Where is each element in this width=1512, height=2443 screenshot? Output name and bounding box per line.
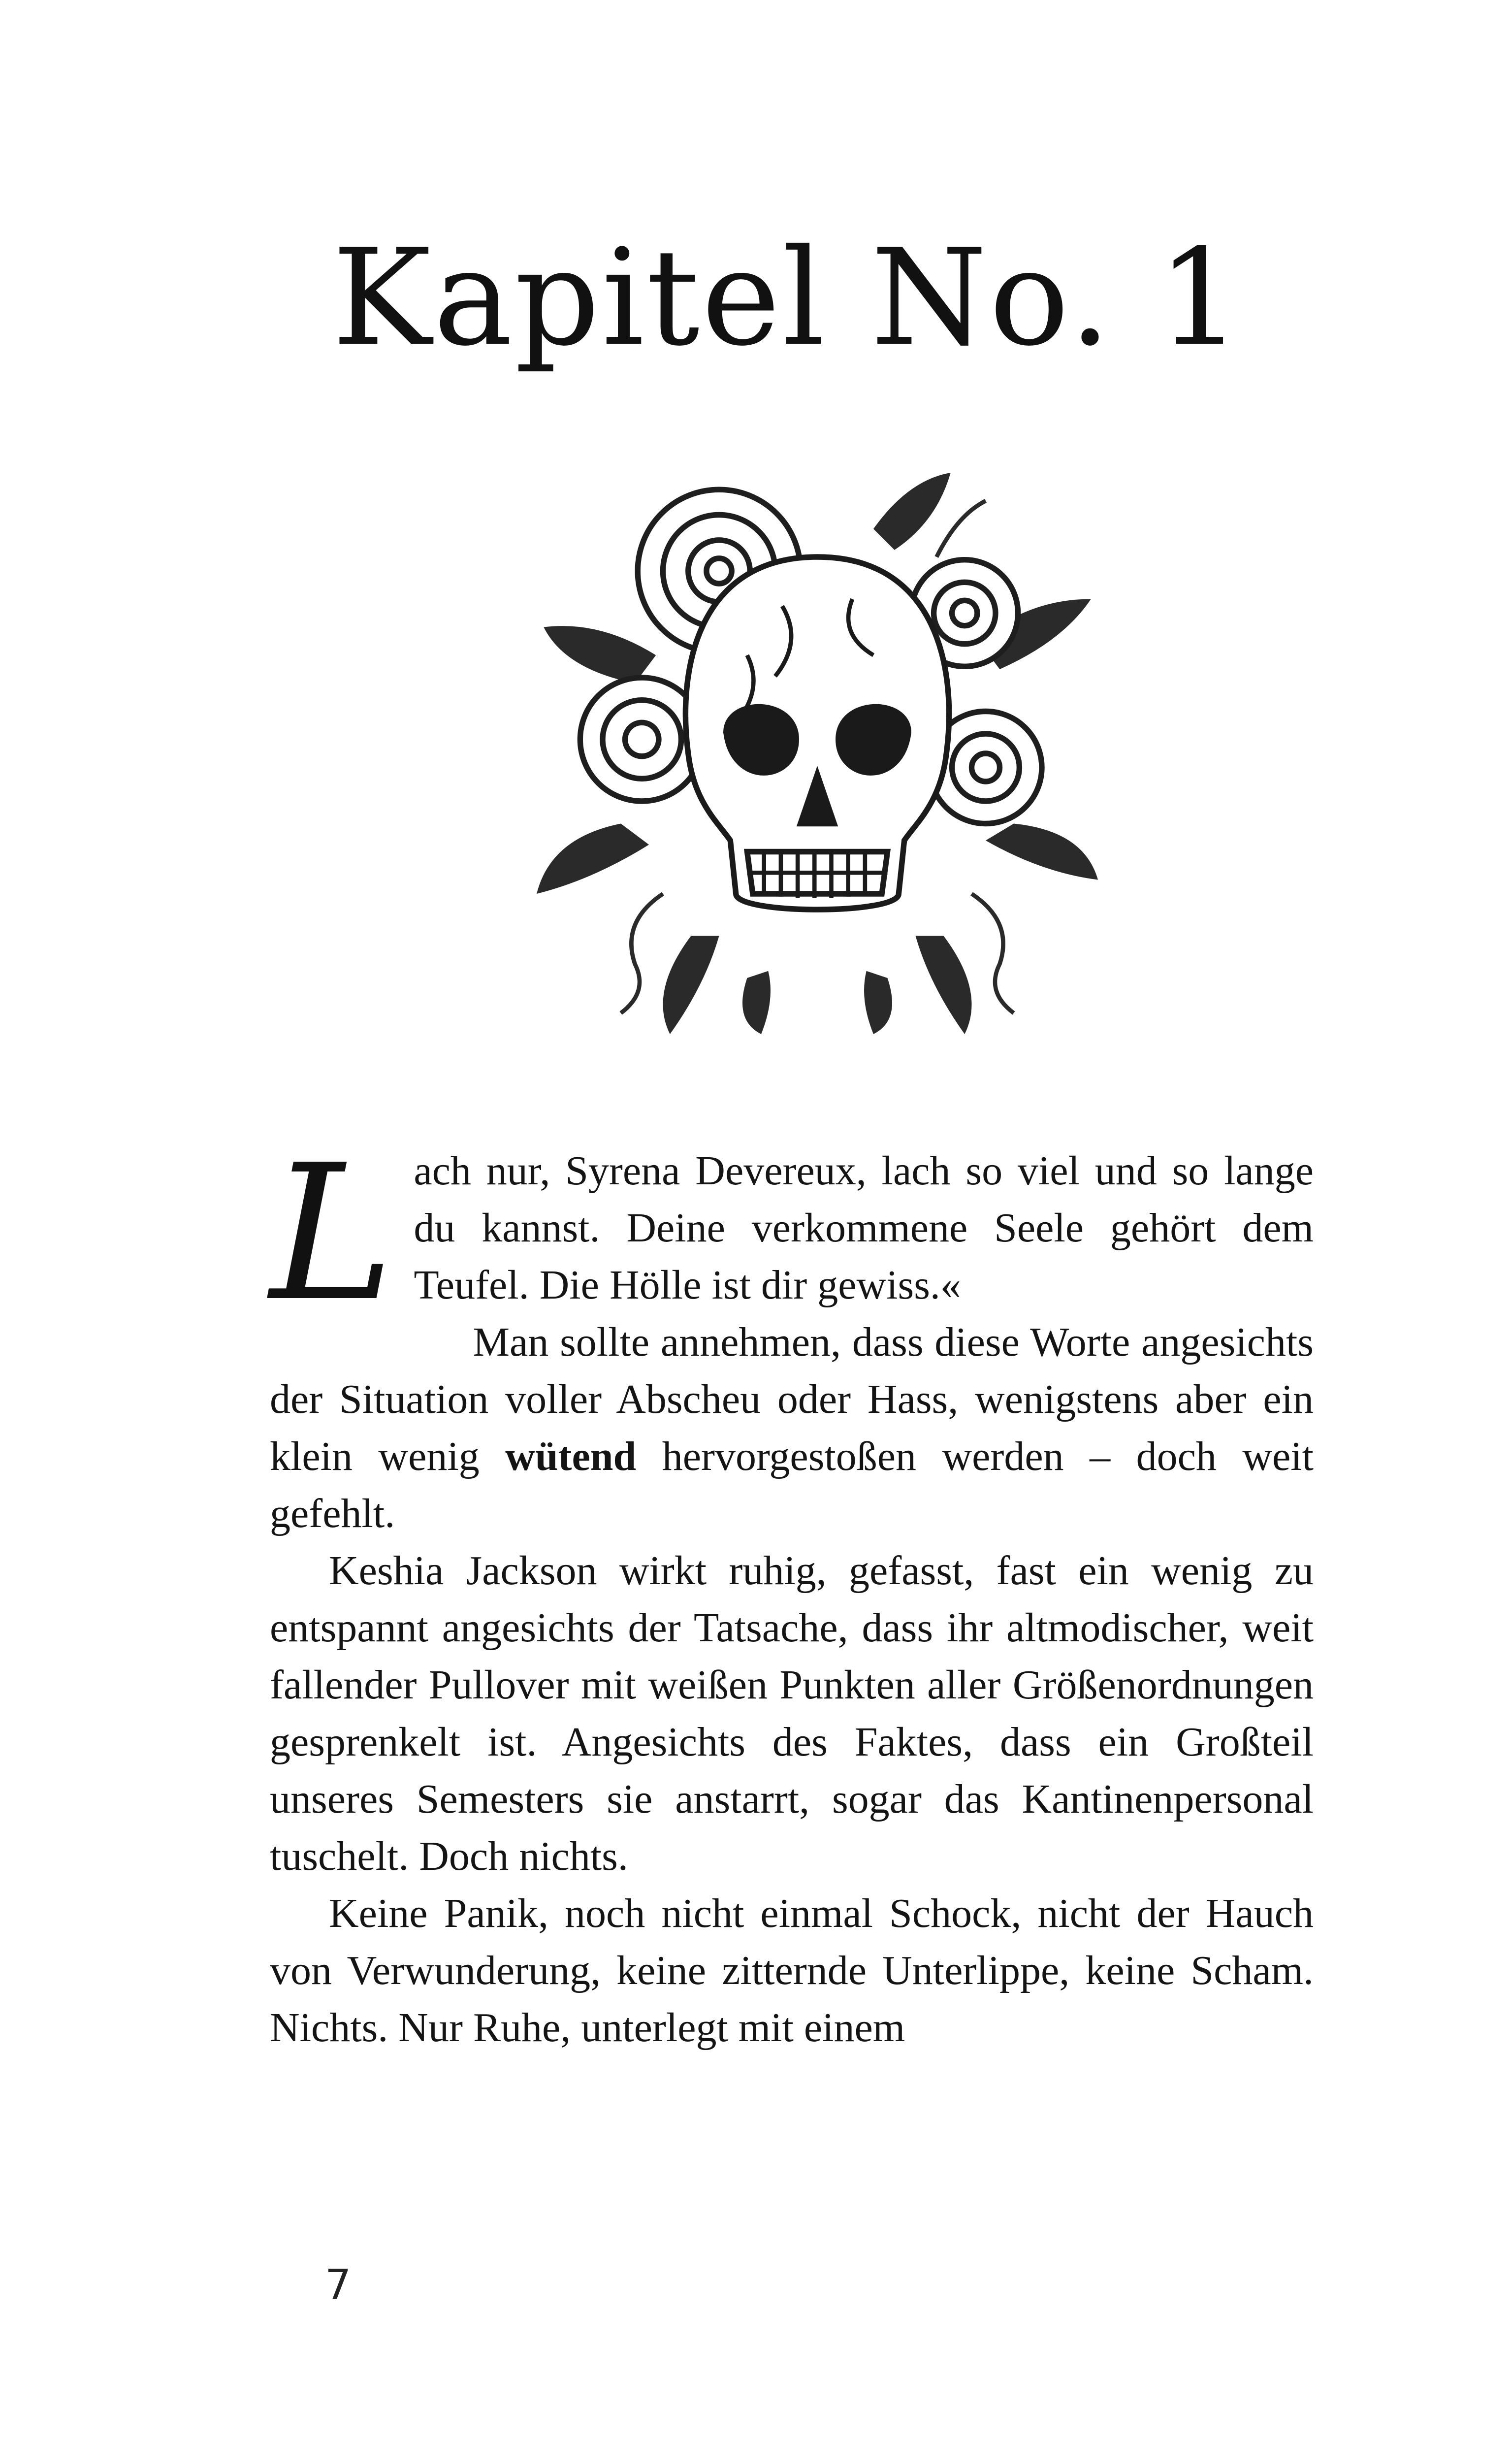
chapter-title: Kapitel No. 1 <box>332 220 1244 375</box>
paragraph-1-text: ach nur, Syrena Devereux, lach so viel und so lange du kannst. Deine verkommene Seele gehört dem Teufel. Die Hölle ist dir gewiss.« <box>414 1148 1314 1308</box>
paragraph-4: Keine Panik, noch nicht einmal Schock, nicht der Hauch von Verwunderung, keine zitternde Unterlippe, keine Scham. Nichts. Nur Ruhe, unterlegt mit einem <box>270 1890 1314 2051</box>
page-number: 7 <box>325 2260 352 2309</box>
paragraph-3: Keshia Jackson wirkt ruhig, gefasst, fast ein wenig zu entspannt angesichts der Tatsache, dass ihr altmodischer, weit fallender Pullover mit weißen Punkten aller Größenordnungen gesprenkelt ist. Angesichts des Faktes, dass ein Großteil unseres Semesters sie anstarrt, sogar das Kantinenpersonal tuschelt. Doch nichts. <box>270 1548 1314 1879</box>
chapter-body <box>270 1124 1314 2056</box>
paragraph-2-text-before: Man sollte annehmen, dass diese Worte angesichts der Situation voller Abscheu oder Hass, wenigstens aber ein klein wenig <box>270 1319 1314 1479</box>
paragraph-1 <box>270 1124 1314 1342</box>
paragraph-2-text-after: hervorgestoßen werden – doch weit gefehlt. <box>270 1433 1314 1536</box>
skull-with-roses-icon <box>537 473 1098 1034</box>
paragraph-2-bold-word: wütend <box>505 1433 637 1479</box>
paragraph-2 <box>270 1314 1314 1542</box>
drop-cap: L <box>270 1124 394 1342</box>
